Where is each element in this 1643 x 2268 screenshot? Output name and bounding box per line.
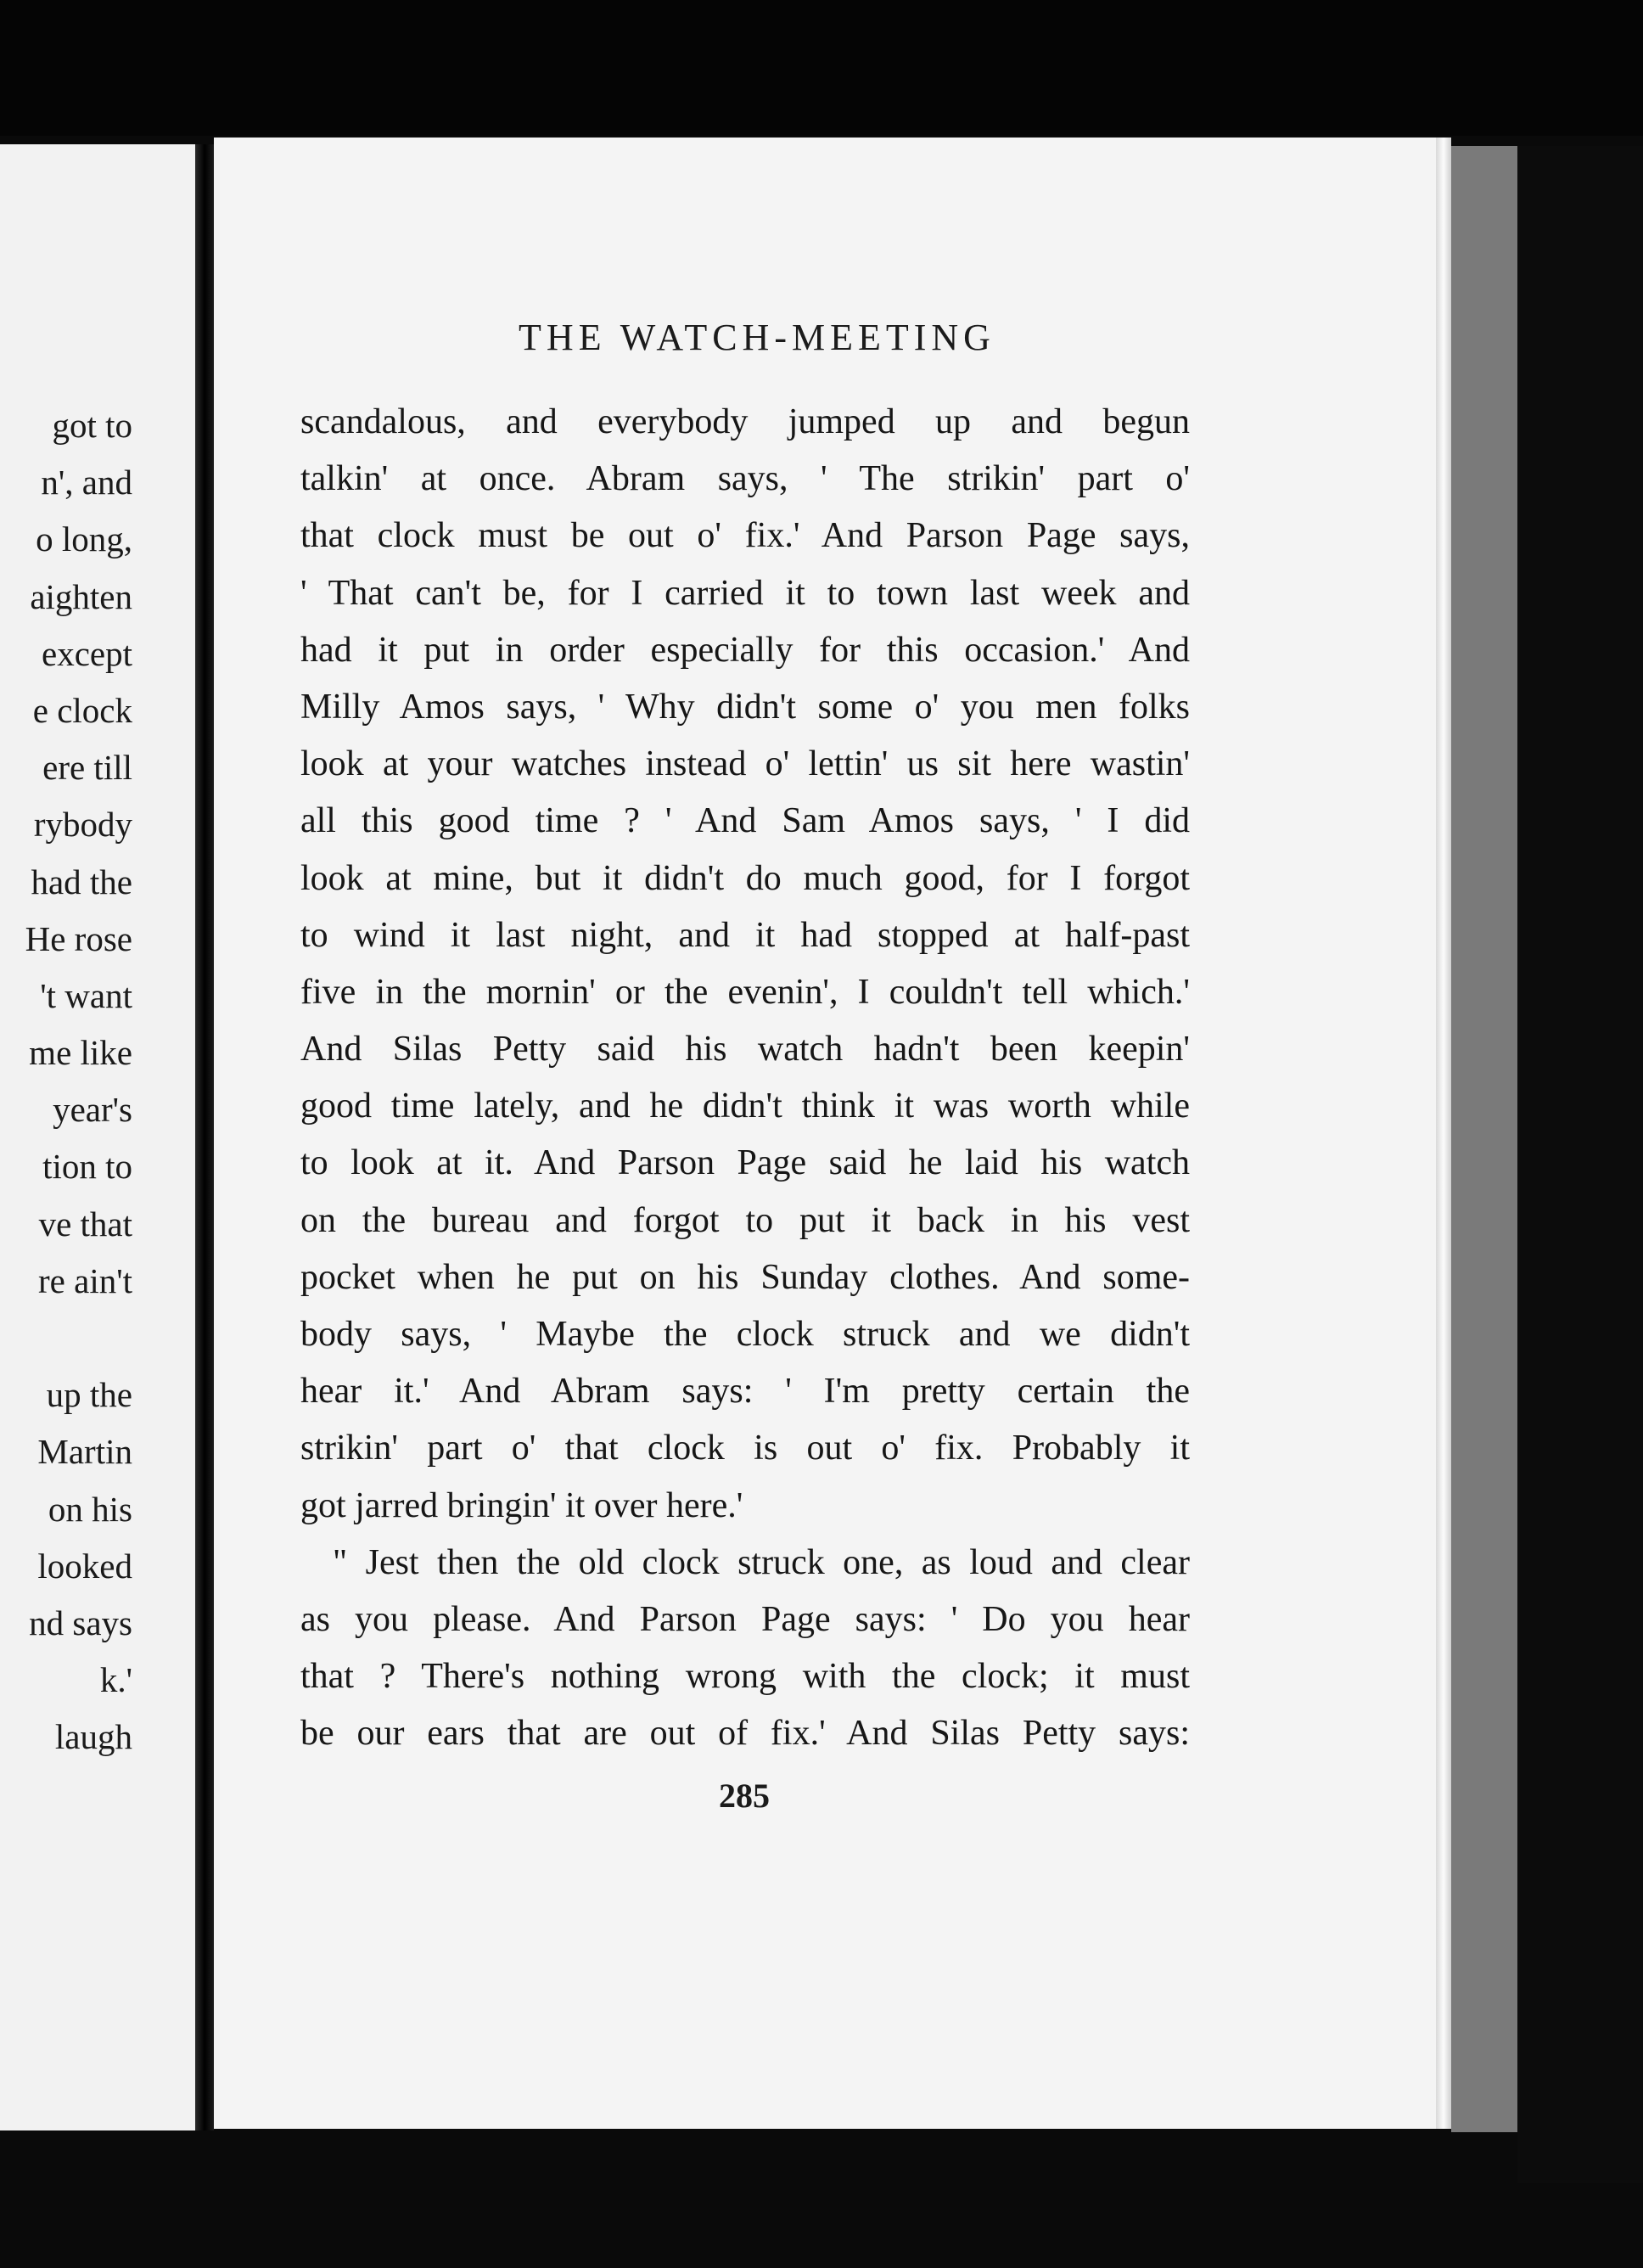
text-line: good time lately, and he didn't think it was worth while: [300, 1086, 1190, 1126]
left-line: year's: [53, 1090, 132, 1130]
left-page-text: [25, 397, 132, 1766]
left-line: laugh: [54, 1717, 132, 1757]
cover-board: [1451, 146, 1517, 2132]
left-line: looked: [37, 1546, 132, 1586]
text-line: had it put in order especially for this occasion.' And: [300, 630, 1190, 670]
text-line: pocket when he put on his Sunday clothes. And some-: [300, 1257, 1190, 1297]
left-line: on his: [48, 1489, 132, 1529]
text-line: ' That can't be, for I carried it to town last week and: [300, 573, 1190, 613]
text-line: And Silas Petty said his watch hadn't been keepin': [300, 1030, 1190, 1069]
text-line: that ? There's nothing wrong with the clock; it must: [300, 1657, 1190, 1697]
left-line: had the: [31, 862, 132, 901]
text-line: to look at it. And Parson Page said he laid his watch: [300, 1143, 1190, 1183]
text-line: that clock must be out o' fix.' And Parson Page says,: [300, 516, 1190, 556]
text-line: Milly Amos says, ' Why didn't some o' you men folks: [300, 687, 1190, 727]
text-line: hear it.' And Abram says: ' I'm pretty certain the: [300, 1372, 1190, 1412]
text-line: look at mine, but it didn't do much good, for I forgot: [300, 858, 1190, 898]
left-line: re ain't: [38, 1260, 132, 1300]
text-line: body says, ' Maybe the clock struck and we didn't: [300, 1315, 1190, 1354]
text-line: look at your watches instead o' lettin' us sit here wastin': [300, 744, 1190, 784]
text-line: all this good time ? ' And Sam Amos says, ' I did: [300, 801, 1190, 841]
text-line: strikin' part o' that clock is out o' fix. Probably it: [300, 1429, 1190, 1468]
left-line: He rose: [25, 918, 132, 958]
text-line: on the bureau and forgot to put it back in his vest: [300, 1200, 1190, 1240]
left-line: nd says: [29, 1603, 132, 1642]
text-line: be our ears that are out of fix.' And Silas Petty says:: [300, 1714, 1190, 1754]
scan-background-right: [1517, 146, 1643, 2183]
left-line: aighten: [30, 576, 132, 616]
left-line: e clock: [32, 690, 132, 730]
text-line: scandalous, and everybody jumped up and begun: [300, 402, 1190, 441]
body-text: [300, 394, 1190, 1763]
page-number: 285: [719, 1777, 770, 1815]
left-page-fragment: [0, 144, 197, 2130]
left-line: ve that: [38, 1204, 132, 1243]
text-line: " Jest then the old clock struck one, as loud and clear: [333, 1542, 1190, 1582]
text-line: got jarred bringin' it over here.': [300, 1485, 743, 1525]
left-line: Martin: [37, 1432, 132, 1472]
left-line: k.': [99, 1660, 132, 1700]
left-line: [25, 1310, 132, 1367]
text-line: talkin' at once. Abram says, ' The strikin' part o': [300, 459, 1190, 499]
text-line: five in the mornin' or the evenin', I couldn't tell which.': [300, 972, 1190, 1012]
book-gutter: [195, 144, 214, 2130]
left-line: rybody: [33, 805, 132, 845]
left-line: got to: [52, 406, 132, 445]
text-line: to wind it last night, and it had stopped at half-past: [300, 915, 1190, 955]
left-line: except: [42, 633, 132, 673]
left-line: me like: [29, 1033, 132, 1073]
left-line: n', and: [41, 463, 132, 502]
page-edge: [1436, 138, 1451, 2129]
left-line: o long,: [36, 519, 132, 559]
scan-background: [0, 0, 1643, 136]
text-line: as you please. And Parson Page says: ' Do you hear: [300, 1599, 1190, 1639]
left-line: up the: [46, 1375, 132, 1415]
running-head: THE WATCH-MEETING: [519, 317, 995, 358]
left-line: ere till: [42, 748, 132, 788]
left-line: tion to: [42, 1147, 132, 1187]
left-line: 't want: [40, 975, 132, 1015]
